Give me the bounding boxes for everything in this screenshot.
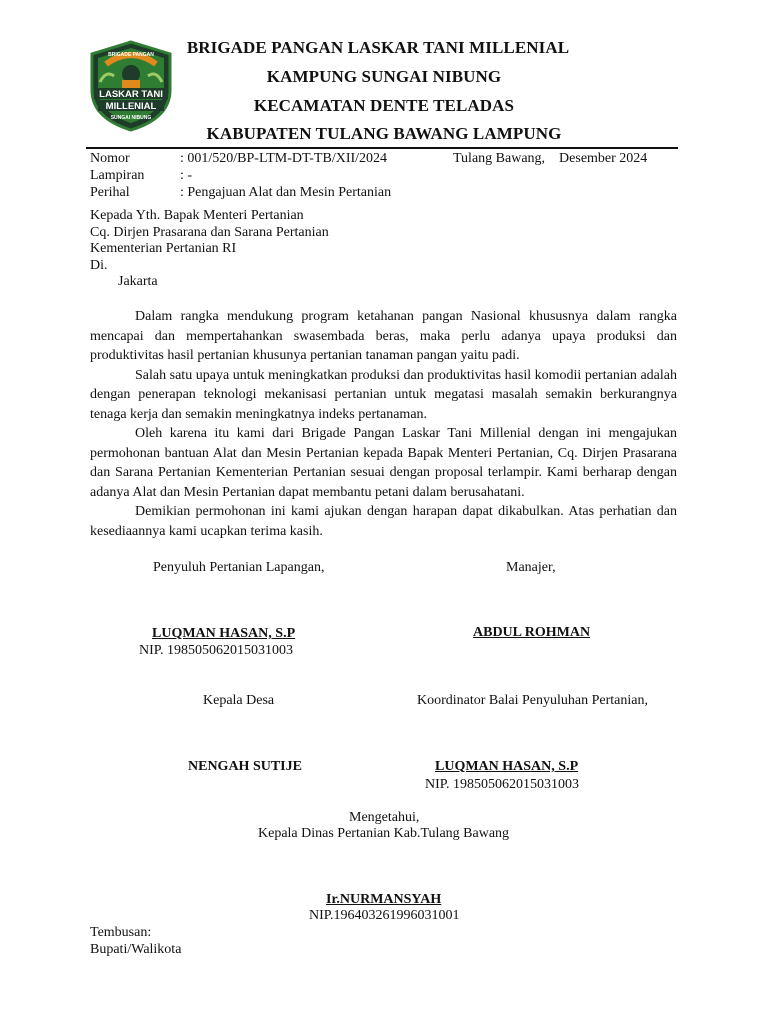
kadis-title: Kepala Dinas Pertanian Kab.Tulang Bawang [258,826,510,841]
address-line-2: Cq. Dirjen Prasarana dan Sarana Pertanian [90,225,329,240]
address-line-4: Di. [90,258,108,273]
manajer-title: Manajer, [506,560,556,575]
meta-perihal [90,185,391,201]
body-paragraph-3: Oleh karena itu kami dari Brigade Pangan Laskar Tani Millenial dengan ini mengajukan permohonan bantuan Alat dan Mesin Pertanian kepada Bapak Menteri Pertanian, Cq. Dirjen Prasarana dan Sarana Pertanian Kementerian Pertanian sesuai dengan proposal terlampir. Kami berharap dengan adanya Alat dan Mesin Pertanian dapat membantu petani dalam berusahatani. [90,426,677,500]
koord-name: LUQMAN HASAN, S.P [435,759,579,774]
letter-body [90,307,677,541]
kadis-name: Ir.NURMANSYAH [326,892,442,907]
address-line-3: Kementerian Pertanian RI [90,241,237,256]
nomor-value: : 001/520/BP-LTM-DT-TB/XII/2024 [180,151,388,166]
address-line-1: Kepada Yth. Bapak Menteri Pertanian [90,208,304,223]
kades-title: Kepala Desa [203,693,275,708]
perihal-value: : Pengajuan Alat dan Mesin Pertanian [180,185,392,200]
nomor-label: Nomor [90,151,130,166]
manajer-name: ABDUL ROHMAN [473,625,591,640]
kades-name: NENGAH SUTIJE [188,759,302,774]
letterhead-line-3: KECAMATAN DENTE TELADAS [253,96,515,115]
mengetahui-label: Mengetahui, [349,810,420,825]
body-paragraph-2: Salah satu upaya untuk meningkatkan produksi dan produktivitas hasil komodii pertanian adalah dengan penerapan teknologi mekanisasi pertanian untuk megatasi masalah semakin berkurangnya tenaga kerja dan semakin meningkatnya indeks pertanaman. [90,367,677,422]
place-date [453,151,647,167]
koord-nip: NIP. 198505062015031003 [425,777,580,792]
ppl-title: Penyuluh Pertanian Lapangan, [153,560,325,575]
body-paragraph-1: Dalam rangka mendukung program ketahanan pangan Nasional khususnya dalam rangka mencapai dan mempertahankan swasembada beras, maka perlu adanya upaya produksi dan produktivitas hasil pertanian khusunya pertanian tanaman pangan yaitu padi. [90,309,677,363]
meta-nomor [90,151,387,167]
koord-title: Koordinator Balai Penyuluhan Pertanian, [417,693,648,708]
letterhead-line-4: KABUPATEN TULANG BAWANG LAMPUNG [206,124,562,143]
logo-top-text: BRIGADE PANGAN [108,52,154,58]
letterhead-divider [86,147,678,149]
ppl-name: LUQMAN HASAN, S.P [152,626,296,641]
letterhead-line-1: BRIGADE PANGAN LASKAR TANI MILLENIAL [186,38,570,57]
lampiran-value: : - [180,168,193,183]
meta-lampiran [90,168,192,184]
tembusan-label: Tembusan: [90,925,152,940]
ppl-nip: NIP. 198505062015031003 [139,643,294,658]
letter-place: Tulang Bawang, [453,151,546,166]
logo-main-text-1: LASKAR TANI [99,89,163,100]
logo-main-text-2: MILLENIAL [105,101,157,112]
body-paragraph-4: Demikian permohonan ini kami ajukan dengan harapan dapat dikabulkan. Atas perhatian dan kesediaannya kami ucapkan terima kasih. [90,504,677,539]
letter-date: Desember 2024 [559,151,648,166]
perihal-label: Perihal [90,185,130,200]
kadis-nip: NIP.196403261996031001 [309,908,460,923]
address-line-5: Jakarta [118,274,158,289]
lampiran-label: Lampiran [90,168,145,183]
letterhead-line-2: KAMPUNG SUNGAI NIBUNG [266,67,502,86]
logo-bottom-text: SUNGAI NIBUNG [110,115,152,121]
tembusan-item-1: Bupati/Walikota [90,942,182,957]
